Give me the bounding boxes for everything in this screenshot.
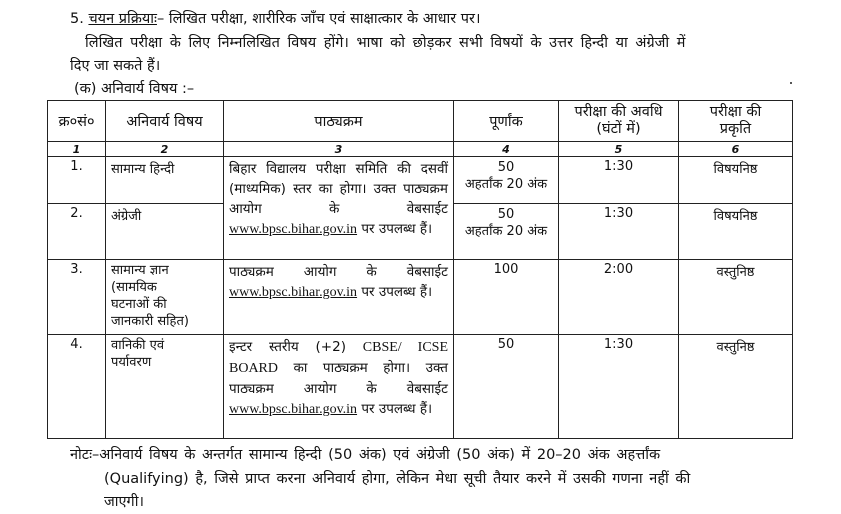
syllabus-board: CBSE/ ICSE BOARD xyxy=(229,340,448,376)
row-subject: अंग्रेजी xyxy=(106,204,224,260)
section-heading-line xyxy=(70,8,480,28)
col-num-6: 6 xyxy=(679,142,793,157)
col-num-4: 4 xyxy=(454,142,559,157)
section-heading-suffix: – लिखित परीक्षा, शारीरिक जाँच एवं साक्षात्कार के आधार पर। xyxy=(156,11,481,27)
subject-line: जानकारी सहित) xyxy=(111,314,189,329)
paragraph-line-1: लिखित परीक्षा के लिए निम्नलिखित विषय होंगे। भाषा को छोड़कर सभी विषयों के उत्तर हिन्दी या अंग्रेजी में xyxy=(85,35,686,51)
row-duration: 1:30 xyxy=(559,204,679,260)
row-sno: 4. xyxy=(48,335,106,439)
header-duration-line1: परीक्षा की अवधि xyxy=(574,104,663,120)
note-line-3: जाएगी। xyxy=(104,494,144,510)
row-duration: 1:30 xyxy=(559,157,679,204)
row-nature: वस्तुनिष्ठ xyxy=(679,335,793,439)
subject-line: (सामयिक xyxy=(111,280,157,295)
note-line-2: (Qualifying) है, जिसे प्राप्त करना अनिवार्य होगा, लेकिन मेधा सूची तैयार करने में उसकी गणना नहीं की xyxy=(104,471,691,487)
subject-line: सामान्य ज्ञान xyxy=(111,263,169,278)
paragraph-line-2: दिए जा सकते हैं। xyxy=(70,58,161,74)
row-nature: विषयनिष्ठ xyxy=(679,204,793,260)
syllabus-text: इन्टर स्तरीय (+2) xyxy=(229,339,346,355)
row-marks: 100 xyxy=(454,260,559,335)
col-num-1: 1 xyxy=(48,142,106,157)
header-nature-line2: प्रकृति xyxy=(719,121,752,137)
table-row xyxy=(48,260,793,335)
subheading: (क) अनिवार्य विषय :– xyxy=(74,81,195,97)
subject-line: वानिकी एवं xyxy=(111,338,165,353)
section-number: 5. xyxy=(70,11,84,27)
col-num-5: 5 xyxy=(559,142,679,157)
row-duration: 2:00 xyxy=(559,260,679,335)
header-subject: अनिवार्य विषय xyxy=(106,101,224,142)
section-heading: चयन प्रक्रियाः xyxy=(88,11,157,27)
scan-speck xyxy=(790,82,792,84)
row-subject: सामान्य हिन्दी xyxy=(106,157,224,204)
row-nature: वस्तुनिष्ठ xyxy=(679,260,793,335)
row-subject xyxy=(106,335,224,439)
header-syllabus: पाठ्यक्रम xyxy=(224,101,454,142)
table-header-row xyxy=(48,101,793,142)
compulsory-subjects-table xyxy=(47,100,793,439)
header-nature-line1: परीक्षा की xyxy=(709,104,762,120)
row-marks xyxy=(454,157,559,204)
row-syllabus xyxy=(224,157,454,260)
row-sno: 3. xyxy=(48,260,106,335)
row-sno: 1. xyxy=(48,157,106,204)
subject-line: घटनाओं की xyxy=(111,297,167,312)
syllabus-link[interactable]: www.bpsc.bihar.gov.in xyxy=(229,402,358,417)
row-nature: विषयनिष्ठ xyxy=(679,157,793,204)
syllabus-link[interactable]: www.bpsc.bihar.gov.in xyxy=(229,222,358,237)
header-nature xyxy=(679,101,793,142)
qualifying-marks: अहर्तांक 20 अंक xyxy=(464,224,548,239)
row-duration: 1:30 xyxy=(559,335,679,439)
row-syllabus xyxy=(224,260,454,335)
header-marks: पूर्णांक xyxy=(454,101,559,142)
subject-line: पर्यावरण xyxy=(111,355,152,370)
row-marks: 50 xyxy=(454,335,559,439)
header-duration-line2: (घंटों में) xyxy=(596,121,641,137)
table-row xyxy=(48,335,793,439)
row-syllabus xyxy=(224,335,454,439)
syllabus-text: पाठ्यक्रम आयोग के वेबसाईट xyxy=(229,264,448,280)
header-duration xyxy=(559,101,679,142)
marks-value: 50 xyxy=(497,207,515,222)
note-line-1: नोटः–अनिवार्य विषय के अन्तर्गत सामान्य हिन्दी (50 अंक) एवं अंग्रेजी (50 अंक) में 20–20 अंक अहर्त्तांक xyxy=(70,447,661,463)
marks-value: 50 xyxy=(497,160,515,175)
syllabus-text-mid: का पाठ्यक्रम होगा। उक्त पाठ्यक्रम आयोग के वेबसाईट xyxy=(229,360,448,397)
row-subject xyxy=(106,260,224,335)
syllabus-text-end: पर उपलब्ध हैं। xyxy=(361,221,433,237)
syllabus-text-end: पर उपलब्ध हैं। xyxy=(361,401,433,417)
syllabus-text-end: पर उपलब्ध हैं। xyxy=(361,284,433,300)
syllabus-link[interactable]: www.bpsc.bihar.gov.in xyxy=(229,285,358,300)
syllabus-text: बिहार विद्यालय परीक्षा समिति की दसवीं (माध्यमिक) स्तर का होगा। उक्त पाठ्यक्रम आयोग के वेबसाईट xyxy=(229,161,448,217)
header-sno: क्र०सं० xyxy=(48,101,106,142)
col-num-2: 2 xyxy=(106,142,224,157)
col-num-3: 3 xyxy=(224,142,454,157)
column-number-row xyxy=(48,142,793,157)
table-row xyxy=(48,157,793,204)
row-marks xyxy=(454,204,559,260)
qualifying-marks: अहर्तांक 20 अंक xyxy=(464,177,548,192)
row-sno: 2. xyxy=(48,204,106,260)
